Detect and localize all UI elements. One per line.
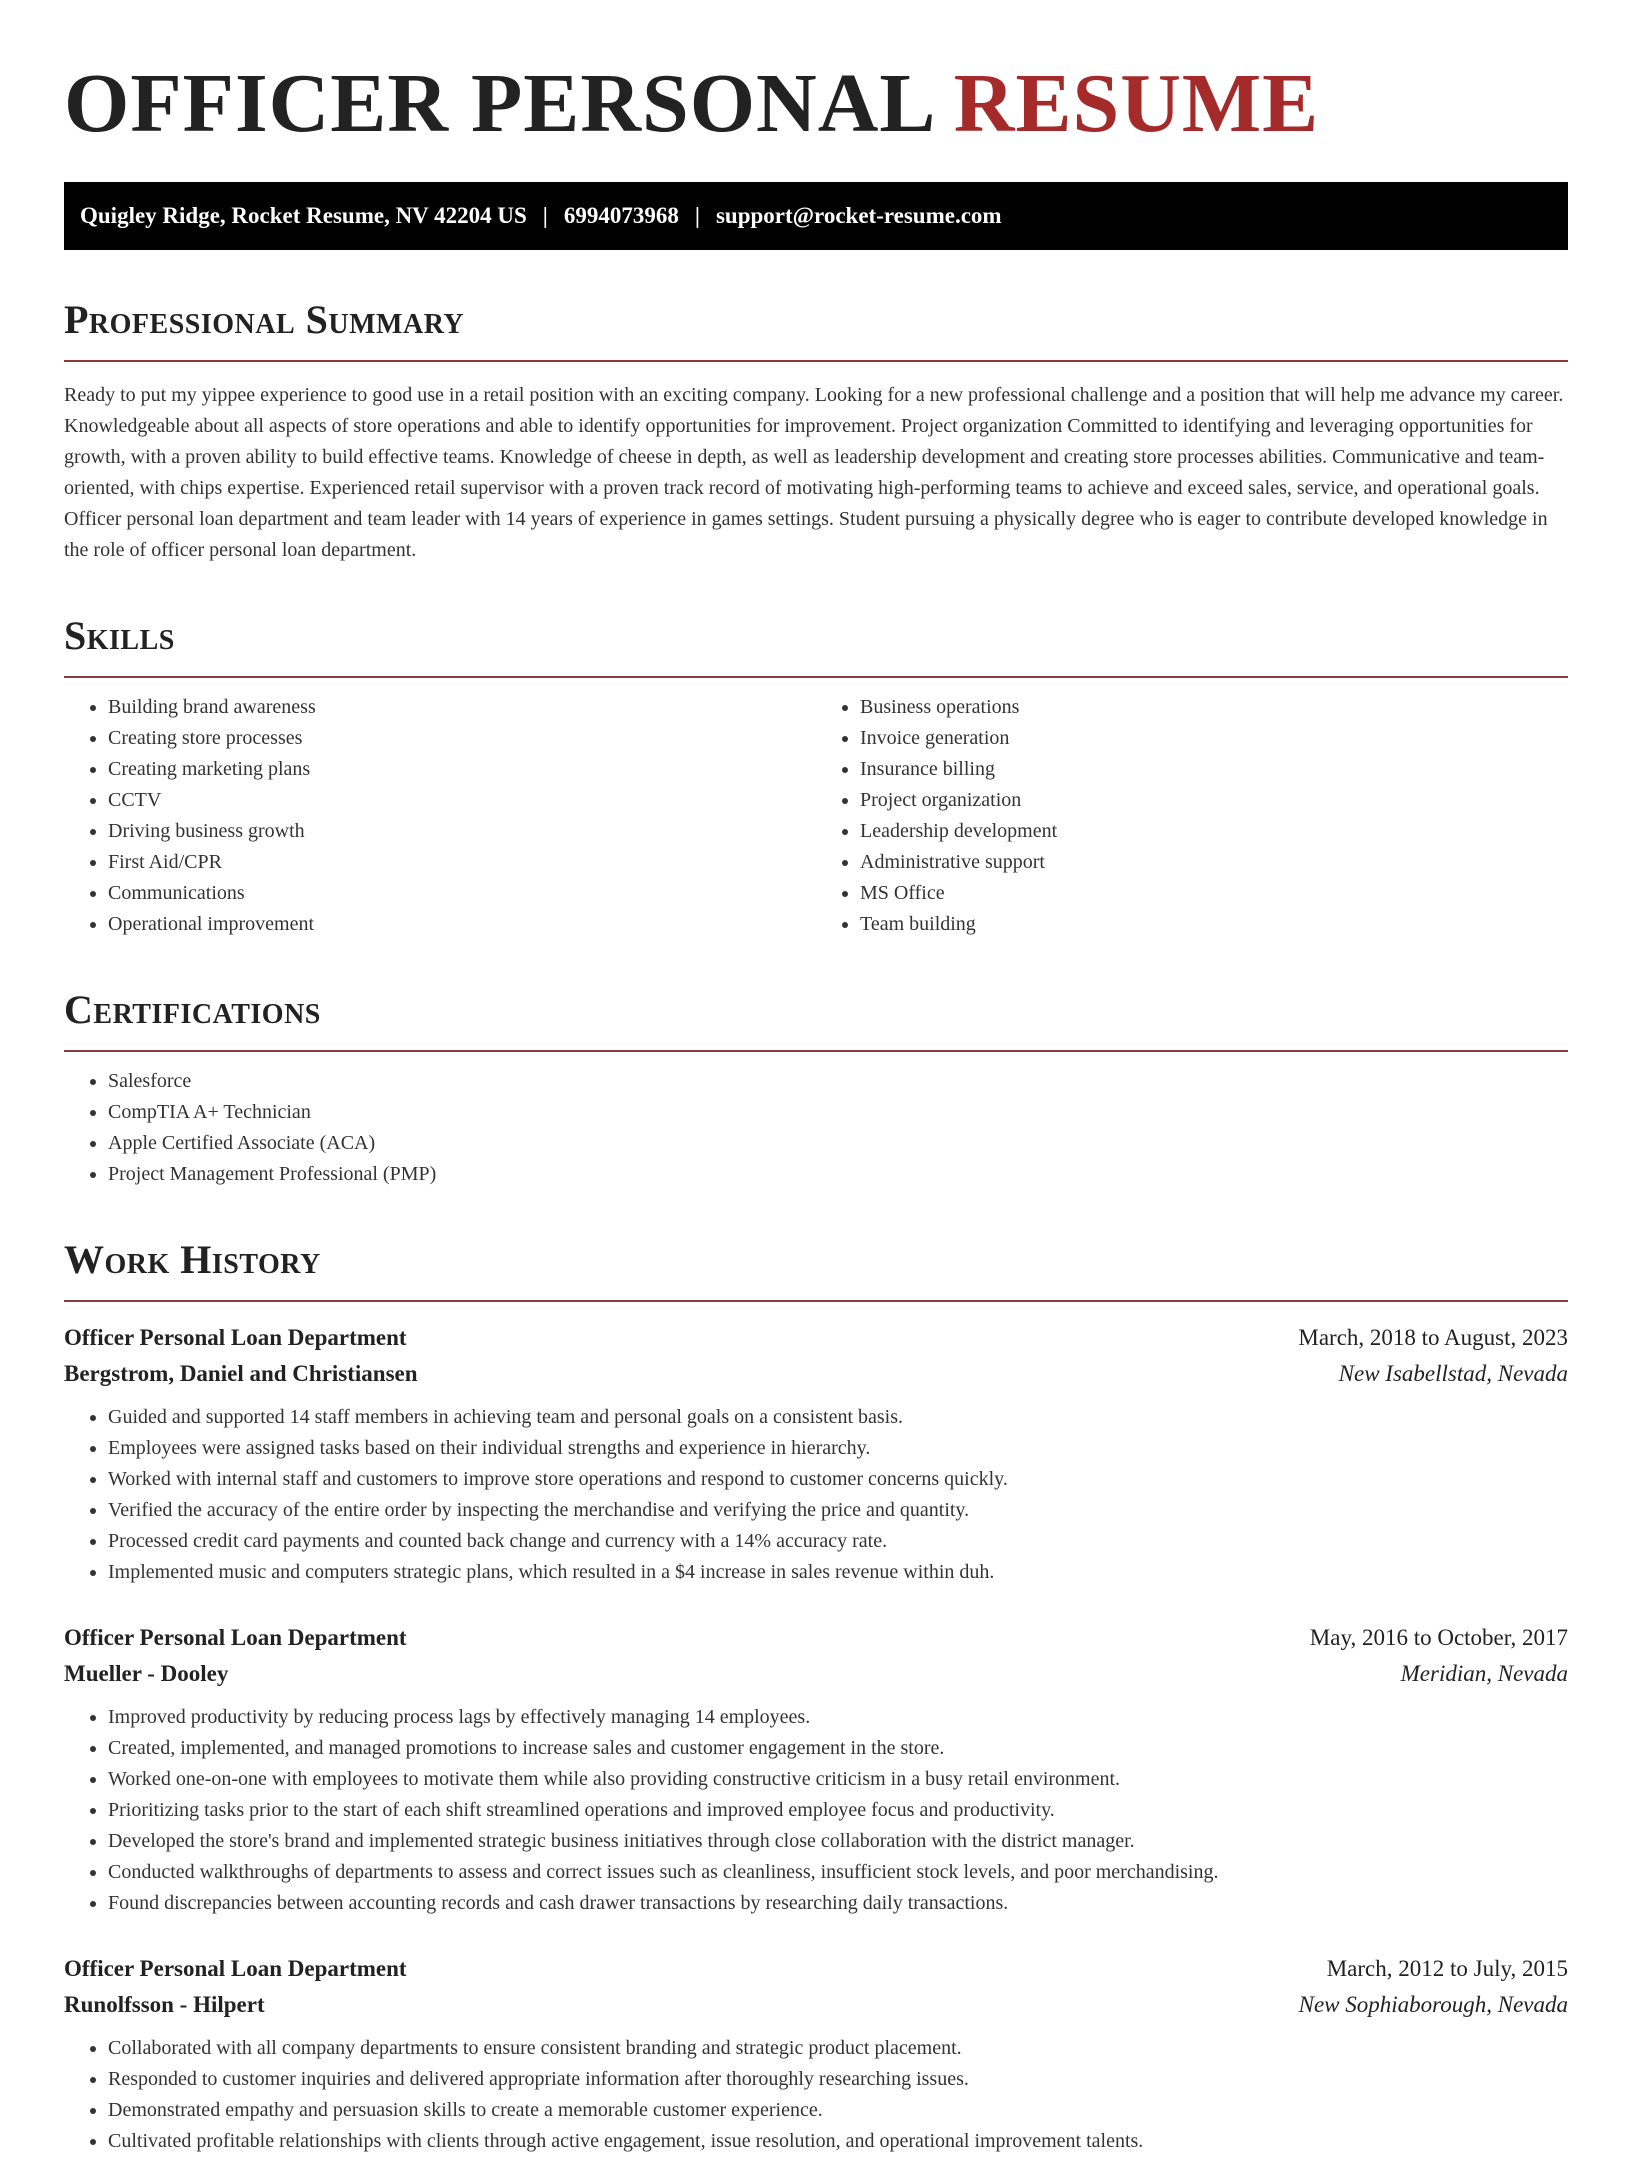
job-entry [64, 1951, 1568, 2157]
certification-item: • Project Management Professional (PMP) [108, 1159, 1568, 1190]
job-bullet: • Conducted walkthroughs of departments to assess and correct issues such as cleanliness, insufficient stock levels, and poor merchandising. [108, 1857, 1568, 1888]
job-dates: March, 2012 to July, 2015 [1326, 1956, 1568, 1981]
skill-item: • Creating store processes [108, 723, 816, 754]
job-bullet: • Created, implemented, and managed promotions to increase sales and customer engagement in the store. [108, 1733, 1568, 1764]
skill-item: • Business operations [860, 692, 1568, 723]
skill-item: • Leadership development [860, 816, 1568, 847]
job-bullet: • Improved productivity by reducing process lags by effectively managing 14 employees. [108, 1702, 1568, 1733]
job-company: Runolfsson - Hilpert [64, 1992, 265, 2017]
job-bullet: • Prioritizing tasks prior to the start of each shift streamlined operations and improved employee focus and productivity. [108, 1795, 1568, 1826]
certification-item: • CompTIA A+ Technician [108, 1097, 1568, 1128]
skills-list [64, 678, 1568, 940]
skills-column-left [64, 692, 816, 940]
summary-text: Ready to put my yippee experience to good use in a retail position with an exciting company. Looking for a new professional challenge and a position that will help me advance my career. Knowledgeable about all aspects of store operations and able to identify opportunities for improvement. Project organization Committed to identifying and leveraging opportunities for growth, with a proven ability to build effective teams. Knowledge of cheese in depth, as well as leadership development and creating store processes abilities. Communicative and team-oriented, with chips expertise. Experienced retail supervisor with a proven track record of motivating high-performing teams to achieve and exceed sales, service, and operational goals. Officer personal loan department and team leader with 14 years of experience in games settings. Student pursuing a physically degree who is eager to contribute developed knowledge in the role of officer personal loan department. [64, 384, 1564, 561]
skill-item: • Building brand awareness [108, 692, 816, 723]
skills-column-right [816, 692, 1568, 940]
skills-heading: Skills [64, 613, 175, 658]
job-bullet: • Processed credit card payments and counted back change and currency with a 14% accuracy rate. [108, 1526, 1568, 1557]
skill-item: • First Aid/CPR [108, 847, 816, 878]
job-location: New Sophiaborough, Nevada [1298, 1992, 1568, 2017]
certification-item: • Salesforce [108, 1066, 1568, 1097]
job-dates: March, 2018 to August, 2023 [1298, 1325, 1568, 1350]
job-bullet: • Employees were assigned tasks based on their individual strengths and experience in hierarchy. [108, 1433, 1568, 1464]
skill-item: • CCTV [108, 785, 816, 816]
contact-phone: 6994073968 [563, 203, 679, 228]
job-bullet: • Worked with internal staff and customers to improve store operations and respond to customer concerns quickly. [108, 1464, 1568, 1495]
skill-item: • Driving business growth [108, 816, 816, 847]
section-divider [64, 1050, 1568, 1052]
skill-item: • Invoice generation [860, 723, 1568, 754]
job-bullet: • Developed the store's brand and implemented strategic business initiatives through close collaboration with the district manager. [108, 1826, 1568, 1857]
job-bullet: • Cultivated profitable relationships with clients through active engagement, issue resolution, and operational improvement talents. [108, 2126, 1568, 2157]
job-bullet: • Found discrepancies between accounting records and cash drawer transactions by researching daily transactions. [108, 1888, 1568, 1919]
contact-address: Quigley Ridge, Rocket Resume, NV 42204 US [80, 203, 527, 228]
job-company: Bergstrom, Daniel and Christiansen [64, 1361, 418, 1386]
skill-item: • Creating marketing plans [108, 754, 816, 785]
summary-heading: Professional Summary [64, 297, 465, 342]
job-title: Officer Personal Loan Department [64, 1325, 407, 1350]
job-bullet: • Implemented music and computers strategic plans, which resulted in a $4 increase in sales revenue within duh. [108, 1557, 1568, 1588]
contact-separator: | [542, 203, 548, 228]
job-location: Meridian, Nevada [1400, 1661, 1568, 1686]
job-title: Officer Personal Loan Department [64, 1956, 407, 1981]
skill-item: • Project organization [860, 785, 1568, 816]
job-bullets [64, 2033, 1568, 2157]
job-company: Mueller - Dooley [64, 1661, 229, 1686]
skill-item: • Operational improvement [108, 909, 816, 940]
certifications-heading: Certifications [64, 987, 321, 1032]
job-dates: May, 2016 to October, 2017 [1309, 1625, 1568, 1650]
job-location: New Isabellstad, Nevada [1338, 1361, 1568, 1386]
job-bullet: • Collaborated with all company departments to ensure consistent branding and strategic product placement. [108, 2033, 1568, 2064]
title-accent: RESUME [953, 57, 1320, 150]
resume-title [64, 56, 1568, 152]
contact-bar [64, 182, 1568, 250]
job-bullet: • Guided and supported 14 staff members in achieving team and personal goals on a consistent basis. [108, 1402, 1568, 1433]
job-bullets [64, 1402, 1568, 1588]
skill-item: • Administrative support [860, 847, 1568, 878]
certifications-list [64, 1066, 1568, 1190]
job-bullet: • Demonstrated empathy and persuasion skills to create a memorable customer experience. [108, 2095, 1568, 2126]
contact-separator: | [694, 203, 700, 228]
skill-item: • Insurance billing [860, 754, 1568, 785]
skill-item: • Team building [860, 909, 1568, 940]
section-divider [64, 1300, 1568, 1302]
skill-item: • Communications [108, 878, 816, 909]
title-main: OFFICER PERSONAL [64, 57, 932, 150]
job-bullet: • Verified the accuracy of the entire order by inspecting the merchandise and verifying the price and quantity. [108, 1495, 1568, 1526]
job-bullet: • Responded to customer inquiries and delivered appropriate information after thoroughly researching issues. [108, 2064, 1568, 2095]
work-history-heading: Work History [64, 1237, 321, 1282]
job-bullets [64, 1702, 1568, 1919]
section-divider [64, 360, 1568, 362]
job-entry [64, 1320, 1568, 1588]
skill-item: • MS Office [860, 878, 1568, 909]
job-bullet: • Worked one-on-one with employees to motivate them while also providing constructive criticism in a busy retail environment. [108, 1764, 1568, 1795]
contact-email[interactable]: support@rocket-resume.com [715, 203, 1002, 228]
job-title: Officer Personal Loan Department [64, 1625, 407, 1650]
job-entry [64, 1620, 1568, 1919]
certification-item: • Apple Certified Associate (ACA) [108, 1128, 1568, 1159]
